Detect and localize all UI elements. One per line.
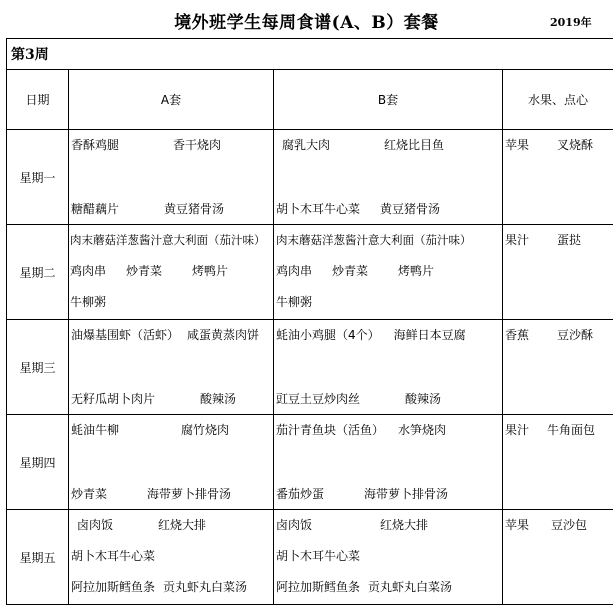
dish-line [71,202,224,216]
dish: 茄汁青鱼块（活鱼） [276,423,385,437]
dish-line [71,580,247,594]
fruit-cell [503,415,613,510]
dish-line [276,328,466,342]
dish: 炒青菜 [126,264,163,278]
dish-line [276,423,446,437]
dish-line [505,518,587,532]
fruit-cell [503,510,613,605]
header-date: 日期 [7,70,69,130]
dish: 黄豆猪骨汤 [380,202,441,216]
snack-item: 牛角面包 [547,423,596,437]
dish: 糖醋藕片 [71,202,120,216]
week-row [7,39,613,70]
dish: 咸蛋黄蒸肉饼 [187,328,260,342]
day-label: 星期一 [7,130,69,225]
dish: 蚝油小鸡腿（4个） [276,328,380,342]
dish: 胡卜木耳牛心菜 [276,202,361,216]
fruit-cell [503,320,613,415]
dish: 阿拉加斯鳕鱼条 [276,580,361,594]
dish-line [505,138,593,152]
dish-line [71,392,236,406]
dish: 鸡肉串 [276,264,313,278]
a-set-cell [69,510,274,605]
dish-line [276,549,360,563]
a-set-cell [69,415,274,510]
menu-table [6,38,613,605]
dish: 贡丸虾丸白菜汤 [163,580,248,594]
b-set-cell [274,130,503,225]
header-b-set: B套 [274,70,503,130]
dish-line [505,233,581,247]
table-row [7,510,613,605]
table-row [7,320,613,415]
dish-line [77,518,206,532]
dish-line [70,233,266,247]
dish: 红烧大排 [380,518,429,532]
dish: 肉末蘑菇洋葱酱汁意大利面（茄汁味） [276,233,472,247]
dish: 红烧大排 [158,518,207,532]
b-set-cell [274,225,503,320]
header-a-set: A套 [69,70,274,130]
dish: 无籽瓜胡卜肉片 [71,392,156,406]
dish: 水笋烧肉 [398,423,447,437]
a-set-cell [69,130,274,225]
dish-line [276,264,434,278]
dish: 炒青菜 [332,264,369,278]
table-row [7,225,613,320]
dish: 酸辣汤 [200,392,237,406]
dish: 肉末蘑菇洋葱酱汁意大利面（茄汁味） [70,233,266,247]
fruit-item: 苹果 [505,518,530,532]
snack-item: 豆沙包 [551,518,588,532]
dish-line [71,549,155,563]
dish-line [282,138,444,152]
dish-line [276,487,448,501]
fruit-item: 果汁 [505,423,530,437]
dish-line [70,295,106,309]
dish: 烤鸭片 [398,264,435,278]
dish-line [505,423,595,437]
b-set-cell [274,415,503,510]
a-set-cell [69,225,274,320]
table-row [7,130,613,225]
dish: 烤鸭片 [192,264,229,278]
header-fruit-snack: 水果、点心 [503,70,613,130]
dish-line [71,328,259,342]
dish: 牛柳粥 [70,295,107,309]
header-row [7,70,613,130]
dish: 炒青菜 [71,487,108,501]
dish: 卤肉饭 [77,518,114,532]
dish: 贡丸虾丸白菜汤 [368,580,453,594]
day-label: 星期五 [7,510,69,605]
dish-line [276,580,452,594]
dish-line [276,202,440,216]
dish-line [505,328,593,342]
dish: 豇豆土豆炒肉丝 [276,392,361,406]
dish: 酸辣汤 [405,392,442,406]
dish: 鸡肉串 [70,264,107,278]
dish-line [70,264,228,278]
snack-item: 豆沙酥 [557,328,594,342]
snack-item: 叉烧酥 [557,138,594,152]
b-set-cell [274,510,503,605]
fruit-cell [503,225,613,320]
dish: 胡卜木耳牛心菜 [71,549,156,563]
dish: 红烧比目鱼 [384,138,445,152]
dish: 海带萝卜排骨汤 [364,487,449,501]
year-label: 2019年 [550,16,592,29]
dish: 海鲜日本豆腐 [393,328,466,342]
dish-line [71,423,229,437]
dish: 腐竹烧肉 [181,423,230,437]
dish: 香干烧肉 [173,138,222,152]
dish: 卤肉饭 [276,518,313,532]
dish: 黄豆猪骨汤 [164,202,225,216]
menu-title: 境外班学生每周食谱(A、B）套餐 [174,13,439,33]
dish: 胡卜木耳牛心菜 [276,549,361,563]
dish-line [276,295,312,309]
snack-item: 蛋挞 [557,233,582,247]
dish-line [71,487,231,501]
day-label: 星期四 [7,415,69,510]
fruit-item: 香蕉 [505,328,530,342]
dish-line [71,138,221,152]
dish: 牛柳粥 [276,295,313,309]
dish: 蚝油牛柳 [71,423,120,437]
table-row [7,415,613,510]
fruit-item: 果汁 [505,233,530,247]
fruit-item: 苹果 [505,138,530,152]
dish: 油爆基围虾（活虾） [71,328,180,342]
dish: 香酥鸡腿 [71,138,120,152]
dish: 阿拉加斯鳕鱼条 [71,580,156,594]
dish-line [276,392,441,406]
dish-line [276,518,428,532]
day-label: 星期三 [7,320,69,415]
dish-line [276,233,472,247]
fruit-cell [503,130,613,225]
day-label: 星期二 [7,225,69,320]
dish: 海带萝卜排骨汤 [147,487,232,501]
dish: 番茄炒蛋 [276,487,325,501]
a-set-cell [69,320,274,415]
week-label: 第3周 [7,39,613,70]
b-set-cell [274,320,503,415]
dish: 腐乳大肉 [282,138,331,152]
